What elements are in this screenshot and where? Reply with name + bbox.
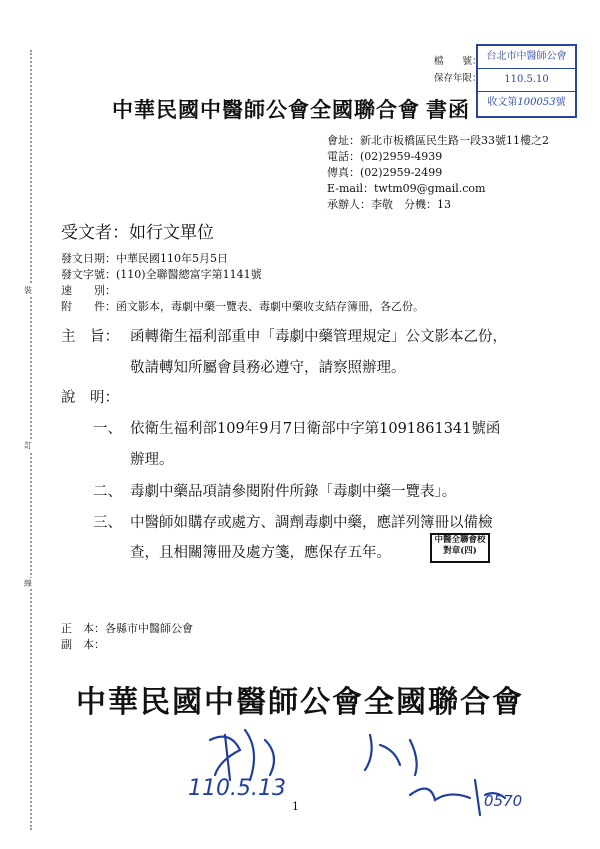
contact-address: 會址：新北市板橋區民生路一段33號11樓之2 — [327, 134, 549, 147]
receipt-stamp-org: 台北市中醫師公會 — [478, 46, 575, 69]
item-1-number: 一、 — [93, 421, 122, 437]
item-1-line-2: 辦理。 — [130, 452, 174, 468]
retention-label: 保存年限： — [434, 73, 482, 84]
doc-type: 書函 — [426, 97, 470, 122]
contact-email: E-mail：twtm09@gmail.com — [327, 182, 486, 195]
page-number: 1 — [292, 800, 299, 813]
receipt-stamp — [476, 44, 577, 118]
proofreading-seal: 中醫全聯會校對章(四) — [430, 533, 490, 563]
item-2-line-1: 毒劇中藥品項請參閱附件所錄「毒劇中藥一覽表」。 — [130, 484, 457, 500]
explanation-label: 說 明： — [61, 390, 119, 406]
recipient: 受文者：如行文單位 — [61, 223, 214, 243]
org-title: 中華民國中醫師公會全國聯合會 — [112, 97, 420, 122]
file-number-label: 檔 號： — [434, 56, 482, 67]
distribution-copy: 副 本： — [61, 638, 105, 651]
margin-mark-line: 線 — [24, 579, 32, 588]
item-3-line-1: 中醫師如購存或處方、調劑毒劇中藥，應詳列簿冊以備檢 — [130, 515, 493, 531]
subject-label: 主 旨： — [61, 329, 119, 345]
attachments: 附 件：函文影本，毒劇中藥一覽表、毒劇中藥收支結存簿冊，各乙份。 — [61, 300, 424, 313]
issue-date: 發文日期：中華民國110年5月5日 — [61, 252, 228, 265]
signature-stroke-1 — [210, 730, 274, 780]
distribution-main: 正 本：各縣市中醫師公會 — [61, 622, 193, 635]
contact-handler: 承辦人：李敬 分機：13 — [327, 198, 451, 211]
margin-mark-staple: 訂 — [24, 441, 32, 450]
item-2-number: 二、 — [93, 484, 122, 500]
org-seal: 中華民國中醫師公會全國聯合會 — [76, 685, 524, 720]
signature-date: 110.5.13 — [188, 776, 286, 801]
subject-line-1: 函轉衛生福利部重申「毒劇中藥管理規定」公文影本乙份， — [130, 329, 507, 345]
item-1-line-1: 依衛生福利部109年9月7日衛部中字第1091861341號函 — [130, 421, 501, 437]
issue-number: 發文字號：(110)全聯醫總富字第1141號 — [61, 268, 262, 281]
item-3-line-2: 查，且相關簿冊及處方箋，應保存五年。 — [130, 545, 391, 561]
item-3-number: 三、 — [93, 515, 122, 531]
receipt-stamp-date: 110.5.10 — [478, 69, 575, 92]
subject-line-2: 敬請轉知所屬會員務必遵守，請察照辦理。 — [130, 360, 406, 376]
contact-phone: 電話：(02)2959-4939 — [327, 150, 443, 163]
receipt-stamp-number: 收文第100053號 — [487, 97, 566, 108]
signature-stroke-2 — [365, 735, 417, 775]
margin-mark-bind: 裝 — [24, 286, 32, 295]
contact-fax: 傳真：(02)2959-2499 — [327, 166, 443, 179]
signature-note: 0570 — [484, 792, 523, 810]
speed: 速 別： — [61, 284, 116, 297]
